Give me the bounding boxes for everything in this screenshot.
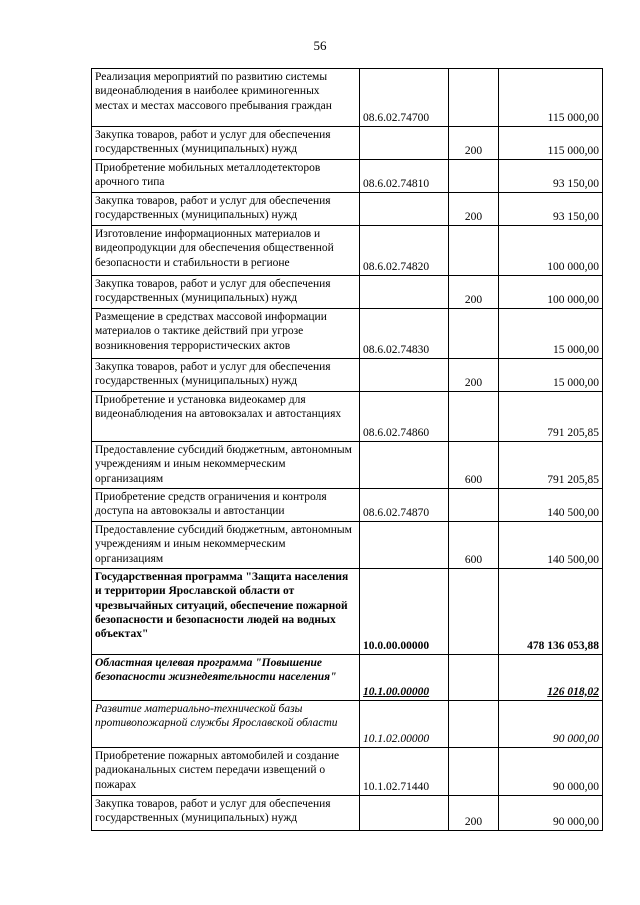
row-code: 08.6.02.74870 <box>360 489 449 522</box>
row-amount: 791 205,85 <box>499 392 603 442</box>
table-row <box>92 796 603 831</box>
row-code <box>360 359 449 392</box>
budget-table-body <box>92 69 603 831</box>
row-name: Приобретение пожарных автомобилей и создание радиоканальных систем передачи извещений о пожарах <box>92 748 360 796</box>
table-row <box>92 359 603 392</box>
row-amount: 100 000,00 <box>499 276 603 309</box>
row-amount: 126 018,02 <box>499 655 603 701</box>
table-row <box>92 569 603 655</box>
row-name: Закупка товаров, работ и услуг для обеспечения государственных (муниципальных) нужд <box>92 193 360 226</box>
row-amount: 93 150,00 <box>499 160 603 193</box>
row-amount: 115 000,00 <box>499 69 603 127</box>
row-name: Закупка товаров, работ и услуг для обеспечения государственных (муниципальных) нужд <box>92 796 360 831</box>
table-row <box>92 309 603 359</box>
row-code: 08.6.02.74820 <box>360 226 449 276</box>
row-name: Государственная программа "Защита населения и территории Ярославской области от чрезвычайных ситуаций, обеспечение пожарной безопасности и безопасности людей на водных объектах" <box>92 569 360 655</box>
row-code <box>360 276 449 309</box>
row-name: Приобретение мобильных металлодетекторов арочного типа <box>92 160 360 193</box>
row-expense-type: 600 <box>449 442 499 489</box>
row-expense-type: 600 <box>449 522 499 569</box>
row-expense-type: 200 <box>449 276 499 309</box>
row-expense-type: 200 <box>449 796 499 831</box>
row-amount: 15 000,00 <box>499 309 603 359</box>
row-name: Размещение в средствах массовой информации материалов о тактике действий при угрозе возникновения террористических актов <box>92 309 360 359</box>
row-name: Приобретение и установка видеокамер для видеонаблюдения на автовокзалах и автостанциях <box>92 392 360 442</box>
row-expense-type: 200 <box>449 193 499 226</box>
row-expense-type <box>449 160 499 193</box>
row-code: 08.6.02.74810 <box>360 160 449 193</box>
row-code <box>360 127 449 160</box>
row-expense-type <box>449 655 499 701</box>
table-row <box>92 489 603 522</box>
page-number: 56 <box>313 38 327 53</box>
row-expense-type <box>449 69 499 127</box>
row-code: 08.6.02.74860 <box>360 392 449 442</box>
row-amount: 90 000,00 <box>499 748 603 796</box>
row-expense-type <box>449 748 499 796</box>
table-row <box>92 655 603 701</box>
table-row <box>92 392 603 442</box>
table-row <box>92 127 603 160</box>
row-amount: 90 000,00 <box>499 796 603 831</box>
row-name: Областная целевая программа "Повышение безопасности жизнедеятельности населения" <box>92 655 360 701</box>
row-expense-type <box>449 489 499 522</box>
row-code: 10.1.02.00000 <box>360 701 449 748</box>
row-name: Приобретение средств ограничения и контроля доступа на автовокзалы и автостанции <box>92 489 360 522</box>
table-row <box>92 522 603 569</box>
row-expense-type <box>449 309 499 359</box>
row-code <box>360 442 449 489</box>
table-row <box>92 69 603 127</box>
row-amount: 15 000,00 <box>499 359 603 392</box>
row-code <box>360 796 449 831</box>
table-row <box>92 193 603 226</box>
row-amount: 115 000,00 <box>499 127 603 160</box>
row-amount: 93 150,00 <box>499 193 603 226</box>
row-amount: 478 136 053,88 <box>499 569 603 655</box>
row-name: Закупка товаров, работ и услуг для обеспечения государственных (муниципальных) нужд <box>92 127 360 160</box>
row-code: 08.6.02.74830 <box>360 309 449 359</box>
row-name: Развитие материально-технической базы противопожарной службы Ярославской области <box>92 701 360 748</box>
table-row <box>92 276 603 309</box>
row-name: Закупка товаров, работ и услуг для обеспечения государственных (муниципальных) нужд <box>92 359 360 392</box>
row-expense-type: 200 <box>449 127 499 160</box>
row-amount: 90 000,00 <box>499 701 603 748</box>
row-code: 10.0.00.00000 <box>360 569 449 655</box>
row-amount: 140 500,00 <box>499 522 603 569</box>
row-name: Изготовление информационных материалов и видеопродукции для обеспечения общественной безопасности и стабильности в регионе <box>92 226 360 276</box>
table-row <box>92 226 603 276</box>
row-name: Реализация мероприятий по развитию системы видеонаблюдения в наиболее криминогенных местах и местах массового пребывания граждан <box>92 69 360 127</box>
row-amount: 791 205,85 <box>499 442 603 489</box>
table-row <box>92 748 603 796</box>
row-name: Предоставление субсидий бюджетным, автономным учреждениям и иным некоммерческим организациям <box>92 442 360 489</box>
row-expense-type: 200 <box>449 359 499 392</box>
row-amount: 140 500,00 <box>499 489 603 522</box>
row-code <box>360 522 449 569</box>
row-expense-type <box>449 569 499 655</box>
row-code: 10.1.00.00000 <box>360 655 449 701</box>
table-row <box>92 160 603 193</box>
row-name: Закупка товаров, работ и услуг для обеспечения государственных (муниципальных) нужд <box>92 276 360 309</box>
row-code: 08.6.02.74700 <box>360 69 449 127</box>
row-name: Предоставление субсидий бюджетным, автономным учреждениям и иным некоммерческим организациям <box>92 522 360 569</box>
row-amount: 100 000,00 <box>499 226 603 276</box>
budget-table <box>91 68 603 831</box>
table-row <box>92 442 603 489</box>
row-expense-type <box>449 392 499 442</box>
row-expense-type <box>449 701 499 748</box>
row-code: 10.1.02.71440 <box>360 748 449 796</box>
row-code <box>360 193 449 226</box>
row-expense-type <box>449 226 499 276</box>
table-row <box>92 701 603 748</box>
